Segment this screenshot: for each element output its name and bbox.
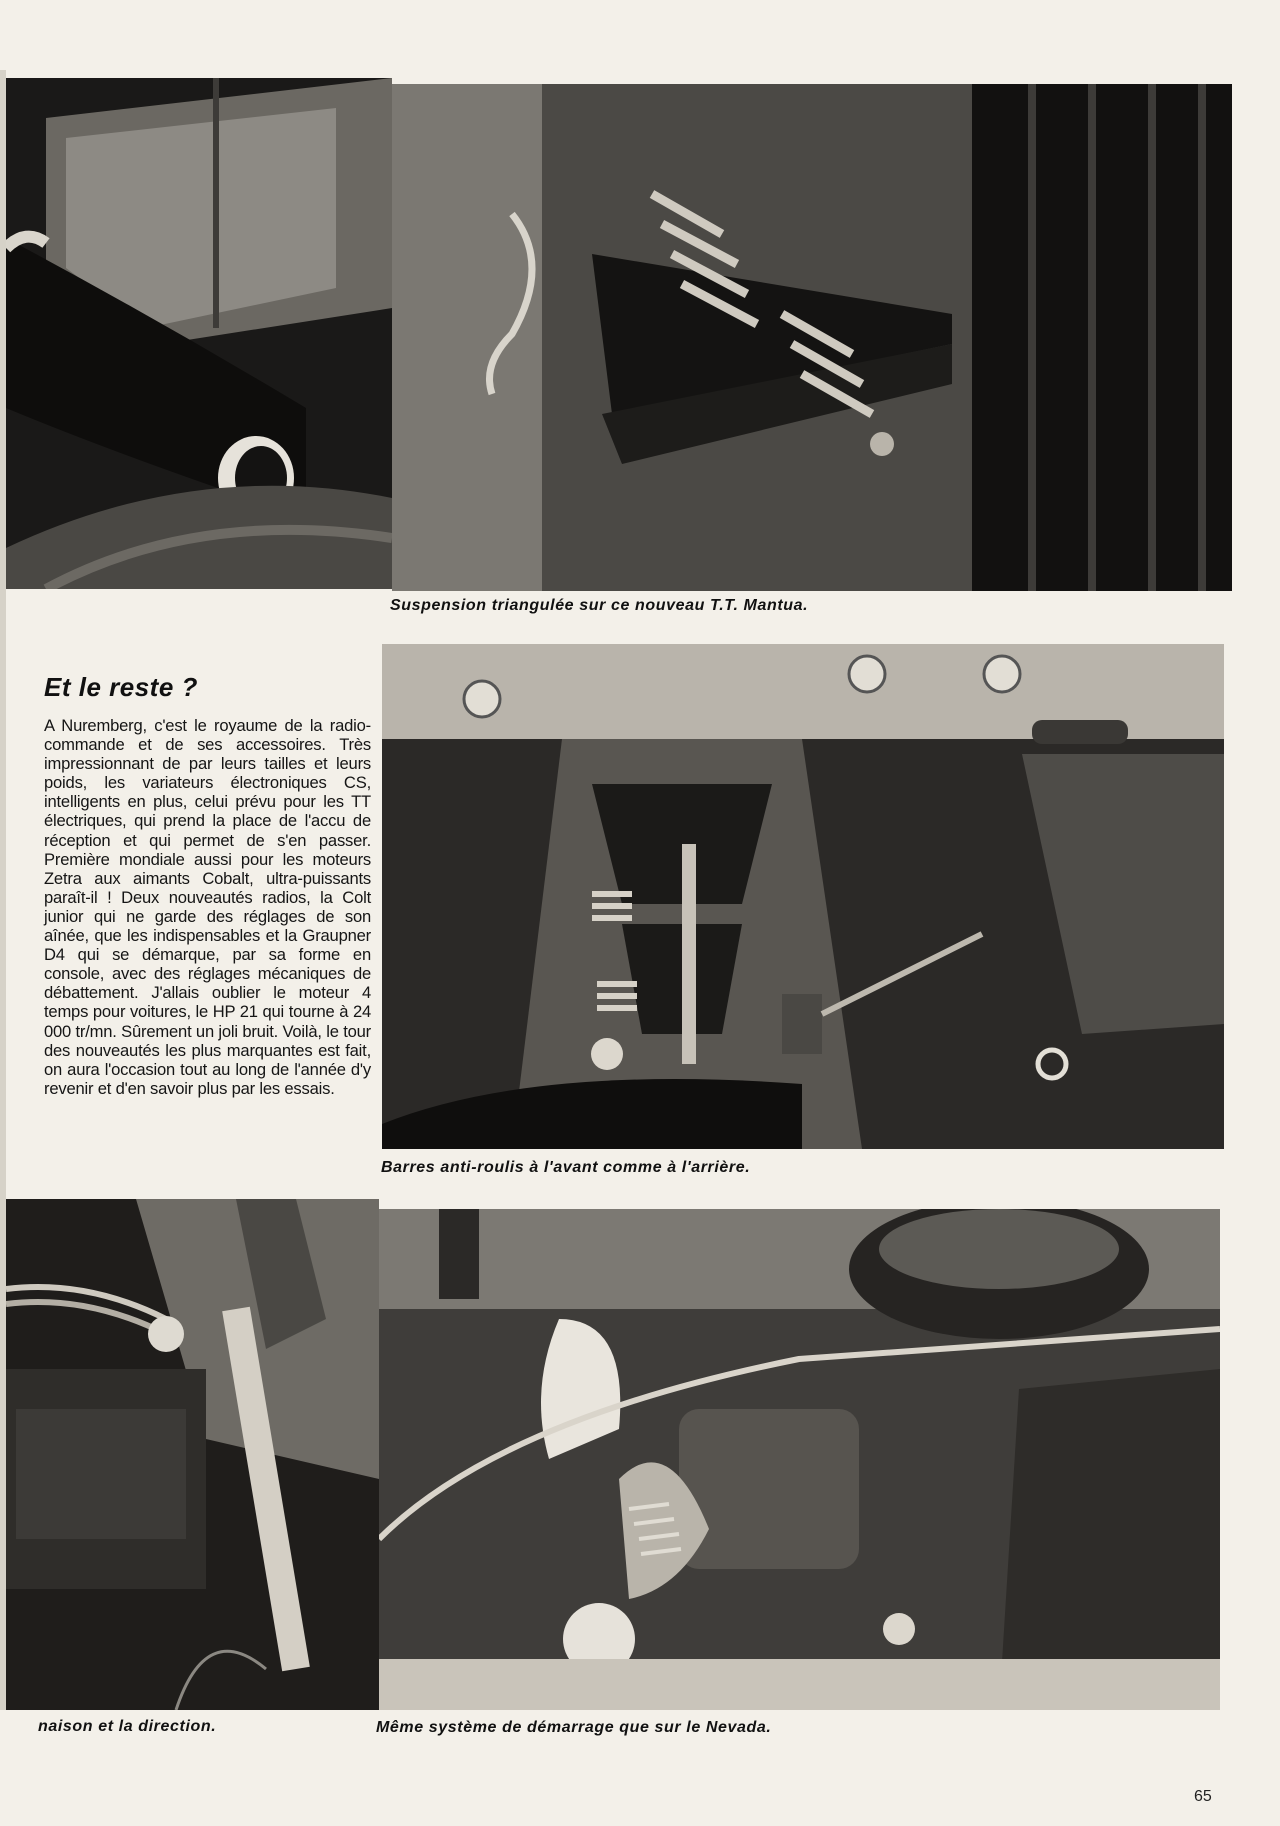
caption-starter: Même système de démarrage que sur le Nevada. xyxy=(376,1719,772,1736)
section-heading: Et le reste ? xyxy=(44,672,198,702)
page-number: 65 xyxy=(1194,1788,1212,1805)
exhaust-photo xyxy=(6,78,392,589)
starter-photo xyxy=(379,1209,1220,1710)
servo-photo xyxy=(6,1199,379,1710)
caption-antiroll: Barres anti-roulis à l'avant comme à l'arrière. xyxy=(381,1159,751,1176)
caption-suspension: Suspension triangulée sur ce nouveau T.T. Mantua. xyxy=(390,597,809,614)
suspension-photo xyxy=(392,84,1232,591)
caption-direction: naison et la direction. xyxy=(38,1718,217,1735)
antiroll-photo xyxy=(382,644,1224,1149)
section-paragraph: A Nuremberg, c'est le royaume de la radio-commande et de ses accessoires. Très impressionnant de par leurs tailles et leurs poids, les variateurs électroniques CS, intelligents en plus, celui prévu pour les TT électriques, qui prend la place de l'accu de réception et qui permet de s'en passer. Première mondiale aussi pour les moteurs Zetra aux aimants Cobalt, ultra-puissants paraît-il ! Deux nouveautés radios, la Colt junior qui ne garde des réglages de son aînée, que les indispensables et la Graupner D4 qui se démarque, par sa forme en console, avec des réglages mécaniques de débattement. J'allais oublier le moteur 4 temps pour voitures, le HP 21 qui tourne à 24 000 tr/mn. Sûrement un joli bruit. Voilà, le tour des nouveautés les plus marquantes est fait, on aura l'occasion tout au long de l'année d'y revenir et d'en savoir plus par les essais. xyxy=(44,716,371,1098)
